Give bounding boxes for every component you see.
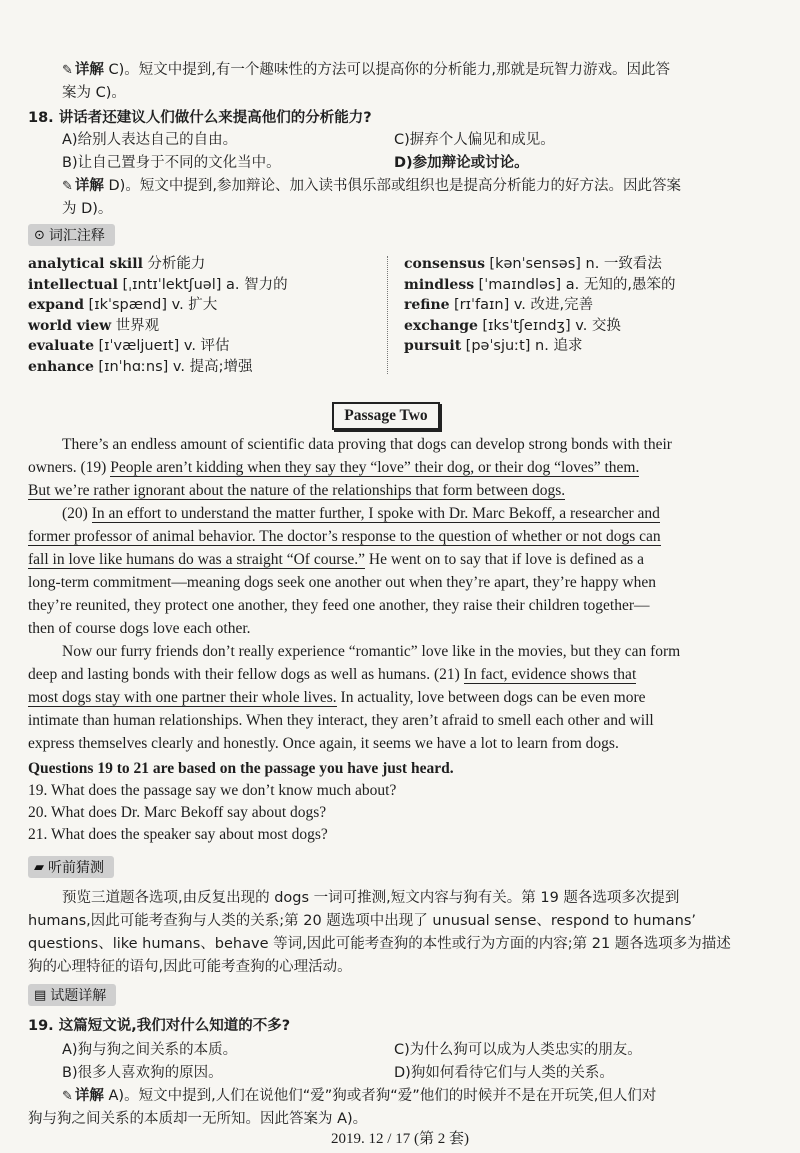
pencil-icon: ✎ [62,179,73,194]
underlined-sentence-19: People aren’t kidding when they say they “love” their dog, or their dog “loves” them. [110,459,640,476]
passage-p2-line4: long-term commitment—meaning dogs seek one another out when they’re apart, they’re happy when [28,574,656,591]
q18-stem-text: 讲话者还建议人们做什么来提高他们的分析能力? [58,110,372,126]
question-19: 19. What does the passage say we don’t know much about? [28,782,397,799]
passage-p3-line3: most dogs stay with one partner their whole lives. In actuality, love between dogs can be even more [28,689,646,706]
q18-explain-line1 [62,174,681,195]
passage-p3-line1: Now our furry friends don’t really experience “romantic” love like in the movies, but they can form [62,643,681,660]
q18-option-c: C)摒弃个人偏见和成见。 [394,132,555,148]
explain-label: 详解 [74,178,104,194]
q18-stem [28,106,372,127]
preview-section-title: 听前猜测 [48,860,104,876]
q17-explain-line2: 案为 C)。 [62,85,126,101]
passage-p1-line1: There’s an endless amount of scientific data proving that dogs can develop strong bonds with their [62,436,672,453]
passage-p2-line6: then of course dogs love each other. [28,620,251,637]
vocab-section-title: 词汇注释 [48,228,105,244]
vocab-item: mindless [ˈmaɪndləs] a. 无知的,愚笨的 [404,276,676,293]
explain-text: C)。短文中提到,有一个趣味性的方法可以提高你的分析能力,那就是玩智力游戏。因此答 [108,62,671,78]
clock-icon: ⊙ [34,227,45,243]
q19-option-b: B)很多人喜欢狗的原因。 [62,1065,223,1081]
q18-option-b: B)让自己置身于不同的文化当中。 [62,155,281,171]
vocab-item: analytical skill 分析能力 [28,256,206,272]
explain-label: 详解 [74,1088,104,1104]
q19-explain-line1 [62,1084,656,1105]
passage-p1-line2: owners. (19) People aren’t kidding when they say they “love” their dog, or their dog “loves” them. [28,459,640,476]
vocab-divider [387,256,388,374]
q19-option-a: A)狗与狗之间关系的本质。 [62,1042,238,1058]
q19-option-d: D)狗如何看待它们与人类的关系。 [394,1065,614,1081]
vocab-item: exchange [ɪksˈtʃeɪndʒ] v. 交换 [404,317,621,334]
passage-p2-line1: (20) In an effort to understand the matter further, I spoke with Dr. Marc Bekoff, a researcher and [62,505,660,522]
explain-text: D)。短文中提到,参加辩论、加入读书俱乐部或组织也是提高分析能力的好方法。因此答案 [108,178,681,194]
question-20: 20. What does Dr. Marc Bekoff say about dogs? [28,804,327,821]
preview-line3: questions、like humans、behave 等词,因此可能考查狗的本性或行为方面的内容;第 21 题各选项多为描述 [28,936,731,952]
vocab-item: enhance [ɪnˈhɑːns] v. 提高;增强 [28,358,253,375]
preview-section-tag [28,856,114,878]
vocab-item: world view 世界观 [28,317,160,334]
passage-p2-line2: former professor of animal behavior. The doctor’s response to the question of whether or not dogs can [28,528,661,545]
underlined-sentence-20: In an effort to understand the matter further, I spoke with Dr. Marc Bekoff, a researcher and [91,505,660,522]
passage-p2-line3: fall in love like humans do was a straight “Of course.” He went on to say that if love is defined as a [28,551,644,568]
q19-explain-line2: 狗与狗之间关系的本质却一无所知。因此答案为 A)。 [28,1111,368,1127]
passage-p1-line3: But we’re rather ignorant about the nature of the relationships that form between dogs. [28,482,566,499]
vocab-item: consensus [kənˈsensəs] n. 一致看法 [404,256,662,272]
preview-line4: 狗的心理特征的语句,因此可能考查狗的心理活动。 [28,959,352,975]
pencil-icon: ✎ [62,63,73,78]
q18-explain-line2: 为 D)。 [62,201,113,217]
vocab-item: pursuit [pəˈsjuːt] n. 追求 [404,338,583,354]
preview-line1: 预览三道题各选项,由反复出现的 dogs 一词可推测,短文内容与狗有关。第 19 题各选项多次提到 [62,890,680,906]
vocab-item: evaluate [ɪˈvæljueɪt] v. 评估 [28,338,230,354]
questions-heading: Questions 19 to 21 are based on the passage you have just heard. [28,760,454,777]
pencil-icon: ✎ [62,1089,73,1104]
explain-label: 详解 [74,62,104,78]
explain-text: A)。短文中提到,人们在说他们“爱”狗或者狗“爱”他们的时候并不是在开玩笑,但人们对 [108,1088,657,1104]
preview-line2: humans,因此可能考查狗与人类的关系;第 20 题选项中出现了 unusual sense、respond to humans’ [28,913,696,929]
passage-p3-line5: express themselves clearly and honestly. Once again, it seems we have a lot to learn from dogs. [28,735,619,752]
passage-p3-line2: deep and lasting bonds with their fellow dogs as well as humans. (21) In fact, evidence shows that [28,666,637,683]
page-footer: 2019. 12 / 17 (第 2 套) [331,1131,469,1147]
q19-detail-stem: 19. 这篇短文说,我们对什么知道的不多? [28,1018,291,1034]
vocab-left-column [28,254,288,377]
vocab-item: expand [ɪkˈspænd] v. 扩大 [28,297,218,313]
q18-option-d: D)参加辩论或讨论。 [394,155,529,171]
q19-option-c: C)为什么狗可以成为人类忠实的朋友。 [394,1042,642,1058]
detail-section-tag [28,984,116,1006]
q18-number: 18. [28,110,54,126]
book-icon: ▤ [34,987,47,1003]
passage-p3-line4: intimate than human relationships. When they interact, they aren’t afraid to smell each other and will [28,712,654,729]
passage-title: Passage Two [332,402,440,430]
detail-section-title: 试题详解 [50,988,107,1004]
q17-explain-line1 [62,58,670,79]
passage-p2-line5: they’re reunited, they protect one another, they feed one another, they raise their children together— [28,597,650,614]
folder-icon: ▰ [34,859,44,875]
q18-option-a: A)给别人表达自己的自由。 [62,132,238,148]
question-21: 21. What does the speaker say about most dogs? [28,826,328,843]
vocab-section-tag [28,224,115,246]
underlined-sentence-21: In fact, evidence shows that [463,666,637,683]
vocab-right-column [404,254,675,357]
vocab-item: refine [rɪˈfaɪn] v. 改进,完善 [404,297,594,313]
vocab-item: intellectual [ˌɪntɪˈlektʃuəl] a. 智力的 [28,276,288,293]
